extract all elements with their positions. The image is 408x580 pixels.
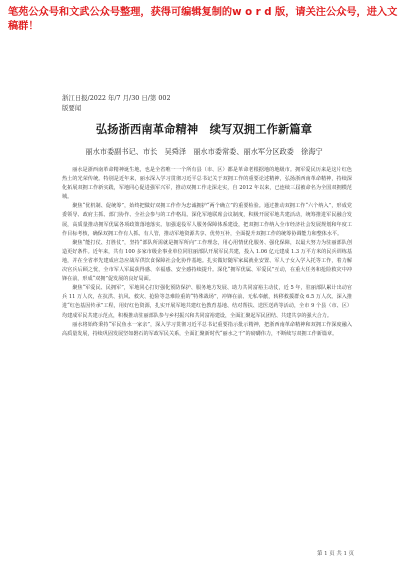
- article-byline: 丽水市委副书记、市长 吴舜泽 丽水市委常委、丽水军分区政委 徐海宁: [85, 147, 323, 156]
- paragraph: 丽水将始终秉持“军民鱼水一家亲”，深入学习贯彻习近平总书记重要指示批示精神，把浙西南革命精神和双拥工作深度融入高质量发展，持续巩固发展坚如磐石的军政军民关系，全面汇聚新时代“丽水之干”的磅礴伟力，不断续写双拥工作新篇章。: [62, 321, 352, 337]
- article-body: [62, 166, 352, 339]
- publication-meta-line: 浙江日报/2022 年/7 月/30 日/第 002: [62, 94, 171, 102]
- paragraph: 聚焦“优机制、促统筹”，始终把做好双拥工作作为忠诚拥护“两个确立”的重要检验。通过推动双拥工作“六个纳入”，形成党委领导、政府主抓、部门协作、全社会参与的工作格局。深化军地联席会议制度，积极开展军地共建活动，统筹推进军民融合发展，高质量推动拥军优属各项政策落地落实。加强退役军人服务保障体系建设，把双拥工作纳入全市经济社会发展规划和年度工作目标考核，确保双拥工作有人抓、有人管，推动军地资源共享、优势互补，全面提升双拥工作的统筹协调能力和整体水平。: [62, 203, 352, 237]
- paragraph: 丽水是浙西南革命精神诞生地，也是全省唯一一个所有县（市、区）都是革命老根据地的地级市。拥军爱民历来是这片红色热土的光荣传统。特别是近年来，丽水深入学习贯彻习近平总书记关于双拥工作的重要论述精神，弘扬浙西南革命精神，持续深化拓展双拥工作新实践，军地同心促进强军兴军，推动双拥工作走深走实，自 2012 年以来，已连续三届被命名为全国双拥模范城。: [62, 167, 352, 201]
- publication-meta-line: 版要闻: [62, 104, 82, 112]
- paragraph: 聚焦“能打仗、打胜仗”，坚持“部队所需就是拥军所向”工作理念，用心用情优化服务、强化保障，以最大努力为驻丽部队创造更好条件。近年来，共有 100 多家市级企事业单位同驻丽部队开展军民共建，投入 1.06 亿元建成 1.3 万平方米的民兵训练基地，并在全省率先建成应急应战军供饮食保障社会化协作基地。扎实做好随军家属就业安置、军人子女入学入托等工作，着力解决官兵后顾之忧，全市军人军属获得感、幸福感、安全感持续提升。深化“拥军优属、军爱民”互动，在重大任务和抢险救灾中冲锋在前，形成“双拥”促发展的良好局面。: [62, 239, 352, 283]
- article-title: 弘扬浙西南革命精神 续写双拥工作新篇章: [95, 123, 313, 136]
- page-number: 第 1 页 共 1 页: [317, 551, 354, 557]
- watermark-banner: 笔苑公众号和文武公众号整理，获得可编辑复制的w o r d 版，请关注公众号，进入文稿群！: [8, 7, 398, 32]
- paragraph: 聚焦“军爱民、民拥军”，军地同心打好强化预防保护、服务地方发展、助力共同富裕主动仗，近 5 年，驻丽部队累计出动官兵 11 万人次，在抗洪、抗风、救灾、抢险等急难险重的“特殊战场”，冲锋在前、无私奉献，转移救援群众 6.5 万人次。深入推进“红色基因传承”工程，用好红色资源，扎实开展军地共建红色教育基地、结对帮扶、送医送药等活动，全市 9 个县（市、区）均建成军民共建示范点，积极推动驻丽部队参与乡村振兴和共同富裕建设，全面汇聚起军民团结、共建共享的强大合力。: [62, 285, 352, 319]
- publication-meta: [62, 93, 171, 113]
